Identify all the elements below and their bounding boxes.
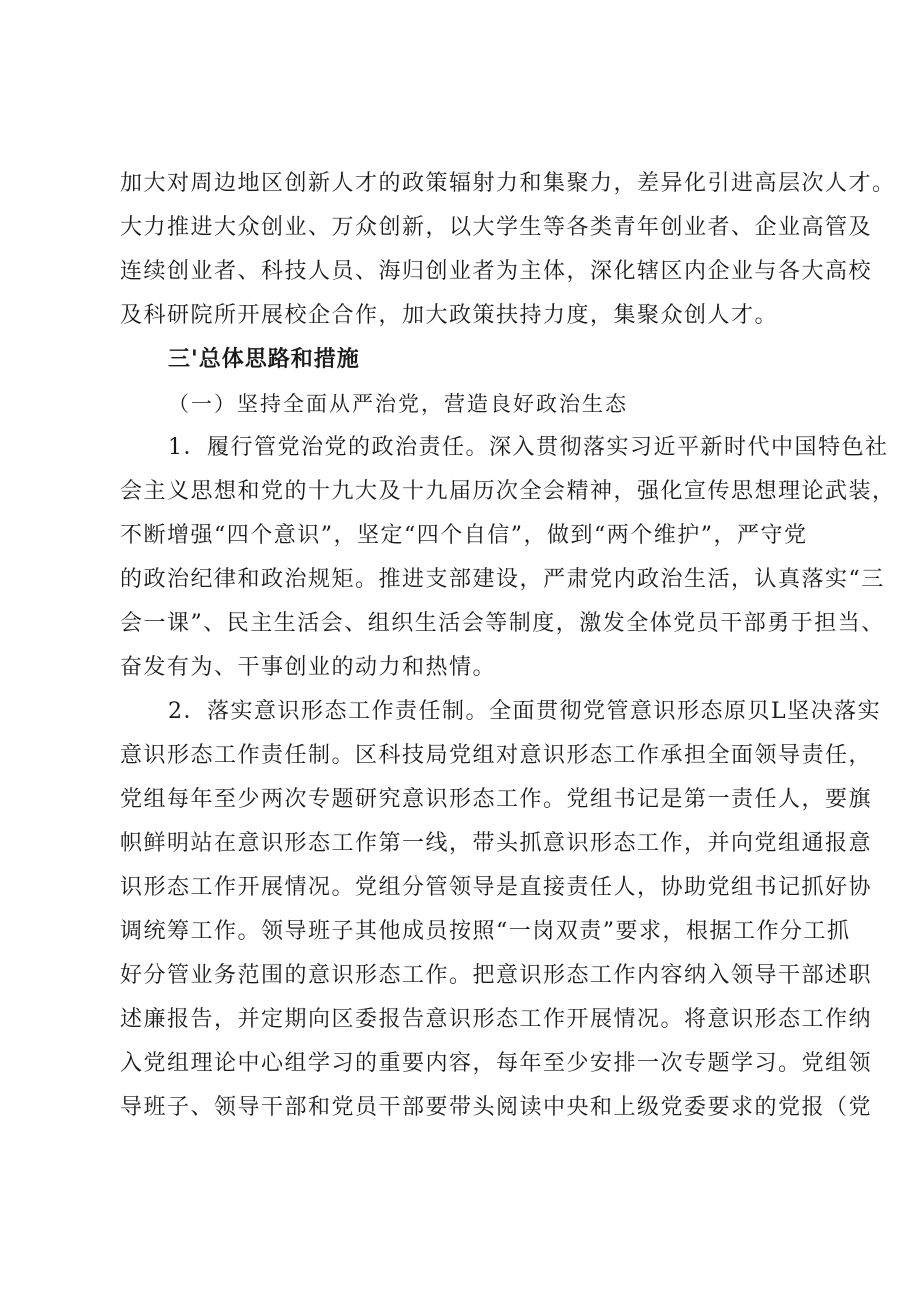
body-text-line: 意识形态工作责任制。区科技局党组对意识形态工作承担全面领导责任，: [120, 743, 873, 768]
body-text-line: 入党组理论中心组学习的重要内容，每年至少安排一次专题学习。党组领: [120, 1051, 873, 1076]
body-text-line: 连续创业者、科技人员、海归创业者为主体，深化辖区内企业与各大高校: [120, 259, 873, 284]
body-text-line: 及科研院所开展校企合作，加大政策扶持力度，集聚众创人才。: [120, 303, 779, 328]
body-text-line: 大力推进大众创业、万众创新，以大学生等各类青年创业者、企业高管及: [120, 215, 873, 240]
section-heading: 三'总体思路和措施: [168, 347, 360, 372]
body-text-line: 好分管业务范围的意识形态工作。把意识形态工作内容纳入领导干部述职: [120, 963, 873, 988]
body-text-line: 会一课”、民主生活会、组织生活会等制度，激发全体党员干部勇于担当、: [120, 611, 885, 636]
body-text-line: 的政治纪律和政治规矩。推进支部建设，严肃党内政治生活，认真落实“三: [120, 567, 885, 592]
body-text-line: 调统筹工作。领导班子其他成员按照“一岗双责”要求，根据工作分工抓: [120, 919, 851, 944]
body-text-line: 会主义思想和党的十九大及十九届历次全会精神，强化宣传思想理论武装，: [120, 479, 896, 504]
paragraph-first-line: 2．落实意识形态工作责任制。全面贯彻党管意识形态原贝L坚决落实: [168, 699, 882, 724]
body-text-line: 奋发有为、干事创业的动力和热情。: [120, 655, 497, 680]
body-text-line: 帜鲜明站在意识形态工作第一线，带头抓意识形态工作，并向党组通报意: [120, 831, 873, 856]
body-text-line: 述廉报告，并定期向区委报告意识形态工作开展情况。将意识形态工作纳: [120, 1007, 873, 1032]
subsection-heading: （一）坚持全面从严治党，营造良好政治生态: [168, 392, 628, 416]
body-text-line: 加大对周边地区创新人才的政策辐射力和集聚力，差异化引进高层次人才。: [120, 171, 896, 196]
body-text-line: 识形态工作开展情况。党组分管领导是直接责任人，协助党组书记抓好协: [120, 875, 873, 900]
body-text-line: 导班子、领导干部和党员干部要带头阅读中央和上级党委要求的党报（党: [120, 1095, 873, 1120]
body-text-line: 不断增强“四个意识”，坚定“四个自信”，做到“两个维护”，严守党: [120, 523, 808, 548]
paragraph-first-line: 1．履行管党治党的政治责任。深入贯彻落实习近平新时代中国特色社: [168, 435, 889, 460]
body-text-line: 党组每年至少两次专题研究意识形态工作。党组书记是第一责任人，要旗: [120, 787, 873, 812]
